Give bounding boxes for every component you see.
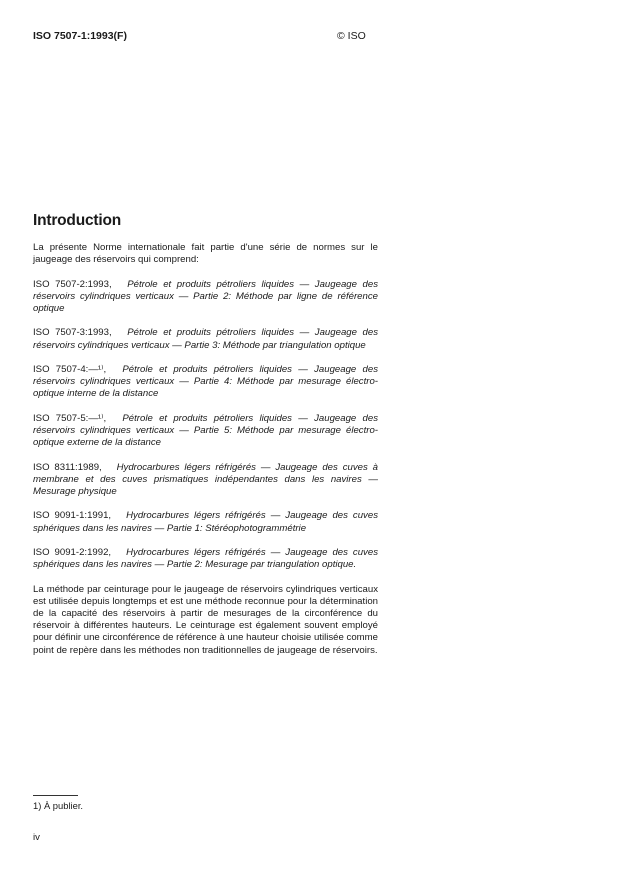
reference-title: Hydrocarbures légers réfrigérés — Jaugeage des cuves sphériques dans les navires — Partie 1: Stéréophotogrammétrie xyxy=(33,510,378,534)
reference-code: ISO 7507-4:—¹⁾, xyxy=(33,363,107,375)
reference-title: Pétrole et produits pétroliers liquides — Jaugeage des réservoirs cylindriques verticaux — Partie 2: Méthode par ligne de référence optique xyxy=(33,278,378,314)
reference-code: ISO 9091-2:1992, xyxy=(33,546,112,558)
reference-code: ISO 7507-3:1993, xyxy=(33,327,112,339)
footnote-divider xyxy=(33,795,78,796)
page-title: Introduction xyxy=(33,212,121,229)
reference-code: ISO 8311:1989, xyxy=(33,461,102,473)
intro-paragraph: La présente Norme internationale fait partie d'une série de normes sur le jaugeage des réservoirs qui comprend: xyxy=(33,242,378,266)
reference-item xyxy=(33,413,378,450)
reference-code: ISO 9091-1:1991, xyxy=(33,510,112,522)
reference-title: Hydrocarbures légers réfrigérés — Jaugeage des cuves à membrane et des cuves prismatiques indépendantes dans les navires — Mesurage physique xyxy=(33,461,378,497)
document-reference: ISO 7507-1:1993(F) xyxy=(33,30,127,42)
footnote: 1) À publier. xyxy=(33,800,84,811)
reference-title: Hydrocarbures légers réfrigérés — Jaugeage des cuves sphériques dans les navires — Partie 2: Mesurage par triangulation optique. xyxy=(33,546,378,571)
reference-code: ISO 7507-5:—¹⁾, xyxy=(33,412,107,424)
reference-title: Pétrole et produits pétroliers liquides — Jaugeage des réservoirs cylindriques verticaux — Partie 3: Méthode par triangulation optique xyxy=(33,327,378,351)
reference-item xyxy=(33,462,378,499)
reference-item xyxy=(33,510,378,534)
closing-paragraph: La méthode par ceinturage pour le jaugeage de réservoirs cylindriques verticaux est utilisée depuis longtemps et est une méthode reconnue pour la détermination de la capacité des réservoirs à partir de mesurages de la circonférence du réservoir à différentes hauteurs. Le ceinturage est également souvent employé pour définir une circonférence de référence à une hauteur choisie utilisée comme point de repère dans les méthodes non traditionnelles de jaugeage de réservoirs. xyxy=(33,583,378,656)
reference-title: Pétrole et produits pétroliers liquides — Jaugeage des réservoirs cylindriques verticaux — Partie 5: Méthode par mesurage électro-optique externe de la distance xyxy=(33,412,378,449)
reference-item xyxy=(33,547,378,571)
introduction-body xyxy=(33,242,378,669)
reference-title: Pétrole et produits pétroliers liquides — Jaugeage des réservoirs cylindriques verticaux — Partie 4: Méthode par mesurage électro-optique interne de la distance xyxy=(33,363,378,400)
reference-item xyxy=(33,327,378,351)
reference-item xyxy=(33,364,378,401)
copyright-notice: © ISO xyxy=(337,30,366,42)
page-number: iv xyxy=(33,832,40,843)
reference-item xyxy=(33,279,378,316)
reference-code: ISO 7507-2:1993, xyxy=(33,278,112,290)
